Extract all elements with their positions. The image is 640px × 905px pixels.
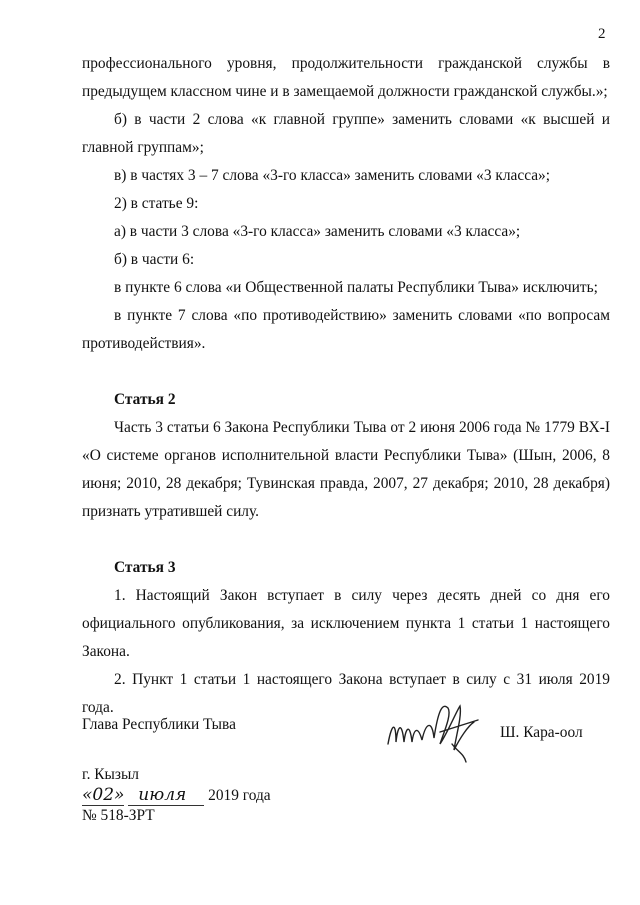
paragraph: а) в части 3 слова «3-го класса» заменить словами «3 класса»;: [114, 223, 521, 240]
law-number: № 518-ЗРТ: [82, 807, 155, 824]
page-number: 2: [598, 26, 606, 42]
date-month: июля: [128, 785, 204, 806]
signatory-name: Ш. Кара-оол: [500, 724, 583, 741]
article-3-item: 2. Пункт 1 статьи 1 настоящего Закона вступает в силу с 31 июля 2019 года.: [82, 671, 610, 716]
handwritten-signature: [382, 692, 492, 766]
city: г. Кызыл: [82, 766, 139, 783]
document-body: [82, 50, 610, 722]
signature-block: [82, 708, 610, 768]
signatory-title: Глава Республики Тыва: [82, 716, 236, 733]
date-line: [82, 785, 271, 806]
date-day: «02»: [82, 785, 125, 805]
paragraph: в пункте 6 слова «и Общественной палаты Республики Тыва» исключить;: [114, 279, 598, 296]
article-2-heading: Статья 2: [114, 391, 176, 408]
paragraph: профессионального уровня, продолжительности гражданской службы в предыдущем классном чине и в замещаемой должности гражданской службы.»;: [82, 55, 610, 100]
paragraph: в пункте 7 слова «по противодействию» заменить словами «по вопросам противодействия».: [82, 307, 610, 352]
article-3-heading: Статья 3: [114, 559, 176, 576]
article-3-item: 1. Настоящий Закон вступает в силу через десять дней со дня его официального опубликования, за исключением пункта 1 статьи 1 настоящего Закона.: [82, 587, 610, 660]
article-2-text: Часть 3 статьи 6 Закона Республики Тыва от 2 июня 2006 года № 1779 ВХ-I «О системе органов исполнительной власти Республики Тыва» (Шын, 2006, 8 июня; 2010, 28 декабря; Тувинская правда, 2007, 27 декабря; 2010, 28 декабря) признать утратившей силу.: [82, 419, 610, 520]
paragraph: 2) в статье 9:: [114, 195, 199, 212]
paragraph: б) в части 2 слова «к главной группе» заменить словами «к высшей и главной группам»;: [82, 111, 610, 156]
place-and-date: [82, 765, 271, 826]
paragraph: б) в части 6:: [114, 251, 195, 268]
paragraph: в) в частях 3 – 7 слова «3-го класса» заменить словами «3 класса»;: [114, 167, 551, 184]
date-year: 2019 года: [208, 787, 271, 804]
